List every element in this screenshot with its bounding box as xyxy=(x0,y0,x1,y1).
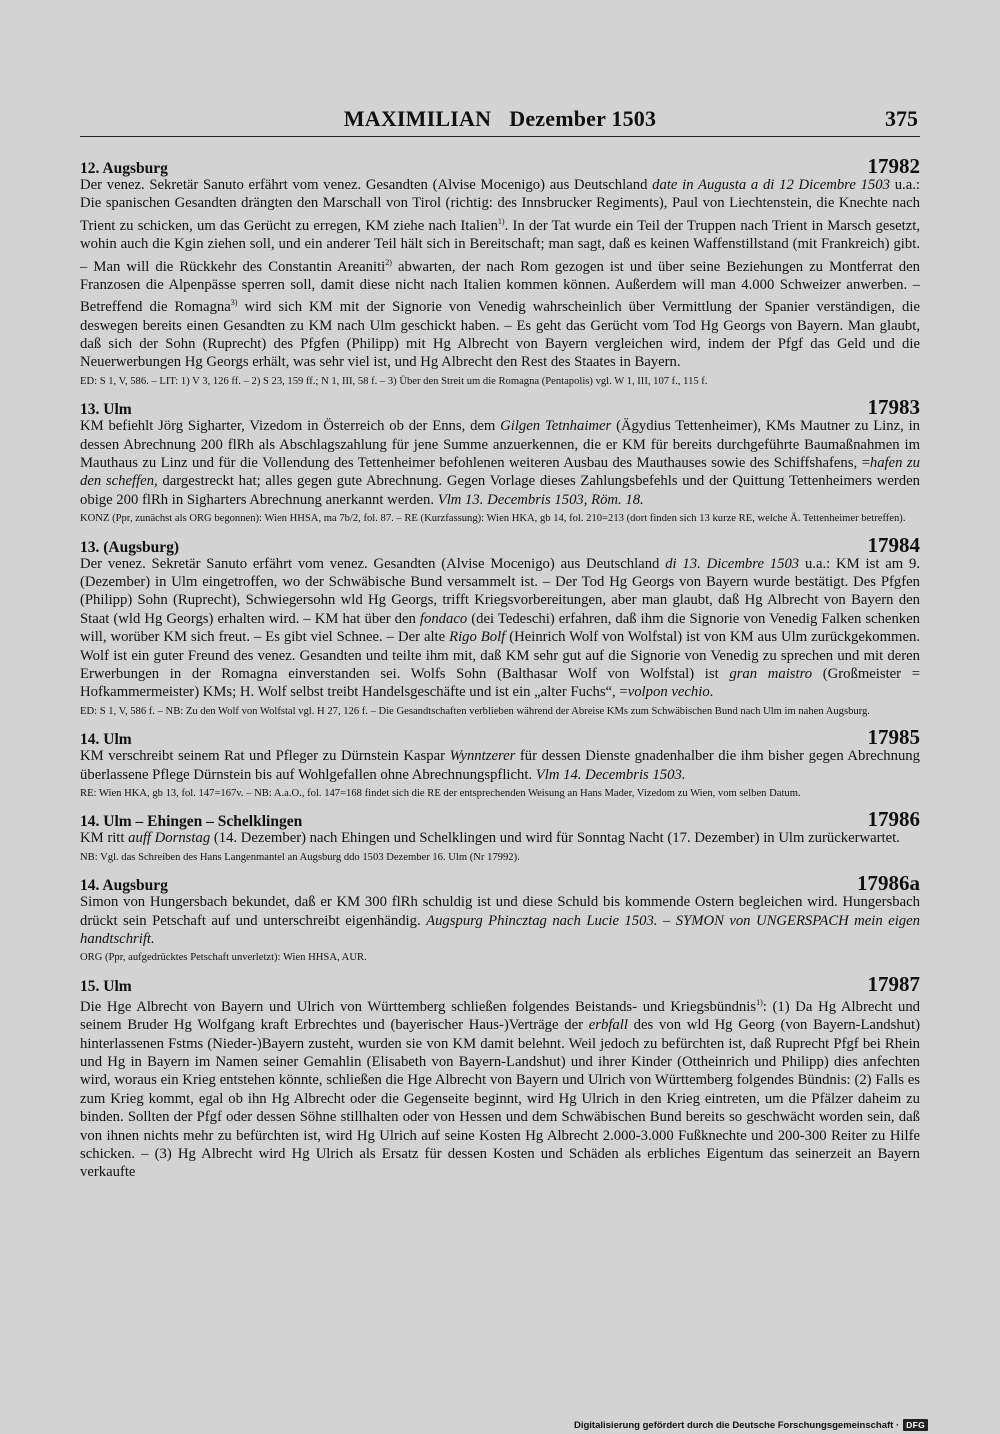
entry-number: 17987 xyxy=(867,971,920,996)
entry-heading xyxy=(80,725,920,750)
entry-source-note: RE: Wien HKA, gb 13, fol. 147=167v. – NB: A.a.O., fol. 147=168 findet sich die RE der entsprechenden Weisung an Hans Mader, Vizedom zu Wien, vom selben Datum. xyxy=(80,788,801,800)
entry-text: KM ritt auff Dornstag (14. Dezember) nach Ehingen und Schelklingen und wird für Sonntag Nacht (17. Dezember) in Ulm zurückerwartet. xyxy=(80,830,900,847)
entry-text: KM befiehlt Jörg Sigharter, Vizedom in Österreich ob der Enns, dem Gilgen Tetnhaimer (Ägydius Tettenheimer), KMs Mautner zu Linz, in dessen Abrechnung 200 flRh als Abschlagszahlung für jene Summe anzuerkennen, die er KM für bereits durchgeführte Baumaßnahmen im Mauthaus zu Linz und für die Vollendung des Tettenheimer befohlenen weiteren Ausbau des Mauthauses sowie des Schiffshafens, =hafen zu den scheffen, dargestreckt hat; alles gegen gute Abrechnung. Gegen Vorlage dieses Zahlungsbefehls und der Quittung Tettenheimers werden obige 200 flRh in Sigharters Abrechnung anerkannt werden. Vlm 13. Decembris 1503, Röm. 18. xyxy=(80,418,921,508)
entry-text: Der venez. Sekretär Sanuto erfährt vom venez. Gesandten (Alvise Mocenigo) aus Deutschland di 13. Dicembre 1503 u.a.: KM ist am 9. (Dezember) in Ulm eingetroffen, wo der Schwäbische Bund versammelt ist. – Der Tod Hg Georgs von Bayern wurde bestätigt. Des Pfgfen (Philipp) Sohn (Ruprecht), Schwiegersohn wld Hg Georgs, trifft Kriegsvorbereitungen, aber man glaubt, daß Hg Albrecht von Bayern den Staat (wld Hg Georgs) erhalten wird. – KM hat über den fondaco (dei Tedeschi) erfahren, daß ihm die Signorie von Venedig Falken schenken will, worüber KM sich freut. – Es gibt viel Schnee. – Der alte Rigo Bolf (Heinrich Wolf von Wolfstal) ist von KM aus Ulm zurückgekommen. Wolf ist ein guter Freund des venez. Gesandten und teilte ihm mit, daß KM sehr gut auf die Signorie von Venedig zu sprechen und mit deren Erwerbungen in der Romagna einverstanden sei. Wolfs Sohn (Balthasar Wolf von Wolfstal) ist gran maistro (Großmeister = Hofkammermeister) KMs; H. Wolf selbst treibt Handelsgeschäfte und ist ein „alter Fuchs“, =volpon vechio. xyxy=(80,555,920,701)
entry-heading xyxy=(80,871,920,896)
regest-entry xyxy=(80,154,920,388)
entries-list xyxy=(80,154,920,1189)
entry-heading xyxy=(80,395,920,420)
running-title-name: MAXIMILIAN xyxy=(343,106,492,131)
entry-date-place: 15. Ulm xyxy=(80,977,132,995)
entry-number: 17982 xyxy=(867,154,920,178)
entry-source-note: NB: Vgl. das Schreiben des Hans Langenmantel an Augsburg ddo 1503 Dezember 16. Ulm (Nr 17992). xyxy=(80,851,520,863)
entry-text: Die Hge Albrecht von Bayern und Ulrich von Württemberg schließen folgendes Beistands- und Kriegsbündnis$^{1)}$: (1) Da Hg Albrecht und seinem Bruder Hg Wolfgang kraft Erbrechtes und (bayerischer Haus-)Verträge der erbfall des von wld Hg Georg (von Bayern-Landshut) hinterlassenen Fstms (Nieder-)Bayern zusteht, wurden sie von KM damit belehnt. Weil jedoch zu befürchten ist, daß Ruprecht Pfgf bei Rhein und Hg in Bayern im Namen seiner Gemahlin (Elisabeth von Bayern-Landshut) und ihrer Kinder (Ottheinrich und Philipp) dies anfechten wird, woraus ein Krieg entstehen könnte, schließen die Hge Albrecht von Bayern und Ulrich von Württemberg folgendes Bündnis: (2) Falls es zum Krieg kommt, egal ob ihn Hg Albrecht oder die Gegenseite beginnt, wird Hg Ulrich in den Krieg eintreten, um die Pfälzer daheim zu binden. Sollten der Pfgf oder dessen Söhne stillhalten oder von Hessen und dem Schwäbischen Bund bereits so geschwächt worden sein, daß von ihnen nichts mehr zu befürchten ist, wird Hg Ulrich auf seine Kosten Hg Albrecht 2.000-3.000 Fußknechte und 200-300 Reiter zu Hilfe schicken. – (3) Hg Albrecht wird Hg Ulrich als Ersatz für dessen Kosten und Schäden als erbliches Eigentum das seinerzeit an Bayern verkaufte xyxy=(80,997,921,1181)
entry-number: 17984 xyxy=(867,532,920,557)
entry-text: KM verschreibt seinem Rat und Pfleger zu Dürnstein Kaspar Wynntzerer für dessen Dienste gnadenhalber die ihm bisher gegen Abrechnung überlassene Pflege Dürnstein bis auf Wohlgefallen ohne Abrechnungspflicht. Vlm 14. Decembris 1503. xyxy=(80,748,920,783)
regest-entry xyxy=(80,807,920,864)
entry-heading xyxy=(80,154,920,176)
entry-heading xyxy=(80,807,920,832)
entry-heading xyxy=(80,533,920,555)
page-number: 375 xyxy=(885,106,918,131)
entry-heading xyxy=(80,972,920,994)
entry-number: 17983 xyxy=(867,395,920,420)
entry-text: Der venez. Sekretär Sanuto erfährt vom venez. Gesandten (Alvise Mocenigo) aus Deutschland date in Augusta a di 12 Dicembre 1503 u.a.: Die spanischen Gesandten drängten den Marschall von Tirol (richtig: des Innsbrucker Regiments), Paul von Liechtenstein, die Knechte nach Trient zu schicken, um das Gerücht zu erregen, KM ziehe nach Italien$^{1)}$. In der Tat wurde ein Teil der Truppen nach Trient in Marsch gesetzt, wohin auch die Kgin ziehen soll, und ein anderer Teil hält sich in Bereitschaft; man sagt, daß es keinen Waffenstillstand (mit Frankreich) gibt. – Man will die Rückkehr des Constantin Areaniti$^{2)}$ abwarten, der nach Rom gezogen ist und über seine Beziehungen zu Montferrat den Franzosen die Alpenpässe sperren soll, damit diese nicht nach Italien kommen können. Außerdem will man 4.000 Schweizer anwerben. – Betreffend die Romagna$^{3)}$ wird sich KM mit der Signorie von Venedig wahrscheinlich über Vermittlung der Spanier verständigen, die deswegen bereits einen Gesandten zu KM nach Ulm geschickt haben. – Es geht das Gerücht vom Tod Hg Georgs von Bayern. Man glaubt, daß sich der Sohn (Ruprecht) des Pfgfen (Philipp) mit Hg Albrecht von Bayern vergleichen wird, indem der Pfgf das Geld und die Neuerwerbungen Hg Georgs erhält, was sehr viel ist, und Hg Albrecht den Rest des Staates in Bayern. xyxy=(80,177,921,371)
running-title xyxy=(80,106,920,132)
entry-date-place: 14. Augsburg xyxy=(80,877,168,895)
entry-source-note: ED: S 1, V, 586. – LIT: 1) V 3, 126 ff. – 2) S 23, 159 ff.; N 1, III, 58 f. – 3) Über den Streit um die Romagna (Pentapolis) vgl. W 1, III, 107 f., 115 f. xyxy=(80,375,708,387)
running-title-date: Dezember 1503 xyxy=(509,106,657,131)
entry-date-place: 13. Ulm xyxy=(80,401,132,419)
footer-credit-text: Digitalisierung gefördert durch die Deutsche Forschungsgemeinschaft · xyxy=(573,1419,900,1431)
entry-source-note: KONZ (Ppr, zunächst als ORG begonnen): Wien HHSA, ma 7b/2, fol. 87. – RE (Kurzfassung): Wien HKA, gb 14, fol. 210=213 (dort finden sich 13 kurze RE, welche Ä. Tettenheimer betreffen). xyxy=(80,513,906,525)
page-header xyxy=(80,106,920,137)
entry-number: 17986a xyxy=(857,871,920,896)
footer-credit xyxy=(574,1419,928,1431)
entry-date-place: 14. Ulm – Ehingen – Schelklingen xyxy=(80,813,303,831)
regest-entry xyxy=(80,871,920,965)
entry-date-place: 13. (Augsburg) xyxy=(80,538,180,556)
entry-source-note: ORG (Ppr, aufgedrücktes Petschaft unverletzt): Wien HHSA, AUR. xyxy=(80,952,367,964)
entry-text: Simon von Hungersbach bekundet, daß er KM 300 flRh schuldig ist und diese Schuld bis kommende Ostern begleichen wird. Hungersbach drückt sein Petschaft auf und unterschreibt eigenhändig. Augspurg Phincztag nach Lucie 1503. – SYMON von UNGERSPACH mein eigen handtschrift. xyxy=(80,894,920,948)
entry-source-note: ED: S 1, V, 586 f. – NB: Zu den Wolf von Wolfstal vgl. H 27, 126 f. – Die Gesandtschaften verblieben während der Abreise KMs zum Schwäbischen Bund nach Ulm im nahen Augsburg. xyxy=(80,705,870,717)
entry-date-place: 12. Augsburg xyxy=(80,160,168,177)
dfg-logo-icon: DFG xyxy=(903,1419,928,1431)
regest-entry xyxy=(80,725,920,800)
entry-number: 17985 xyxy=(867,725,920,750)
regest-entry xyxy=(80,533,920,719)
regest-entry xyxy=(80,972,920,1182)
regest-entry xyxy=(80,395,920,525)
entry-number: 17986 xyxy=(867,807,920,832)
entry-date-place: 14. Ulm xyxy=(80,731,132,749)
